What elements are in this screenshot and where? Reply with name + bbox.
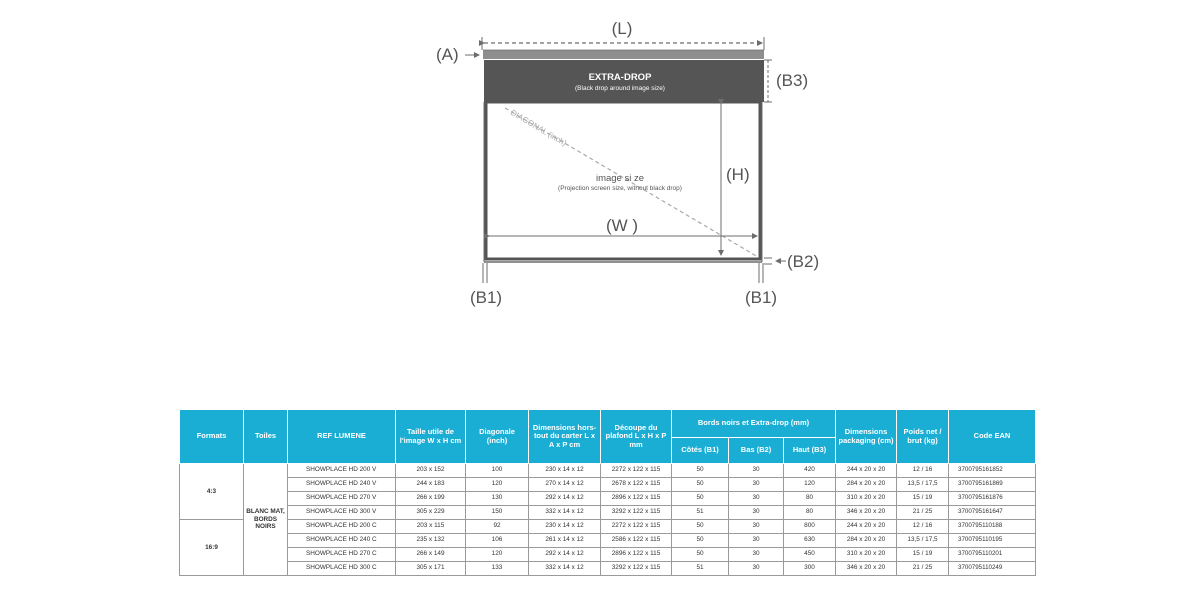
ean-cell: 3700795161876 — [949, 492, 1036, 506]
header-bords-group: Bords noirs et Extra-drop (mm) — [672, 410, 836, 438]
decoupe-cell: 3292 x 122 x 115 — [601, 562, 672, 576]
dimensions-cell: 292 x 14 x 12 — [529, 548, 601, 562]
table-header-row — [180, 410, 1036, 438]
b2-cell: 30 — [729, 478, 784, 492]
table-row — [180, 506, 1036, 520]
table-row — [180, 548, 1036, 562]
decoupe-cell: 2586 x 122 x 115 — [601, 534, 672, 548]
taille-cell: 266 x 199 — [396, 492, 466, 506]
diagonal-cell: 100 — [466, 464, 529, 478]
table-row — [180, 464, 1036, 478]
header-cotes: Côtés (B1) — [672, 438, 729, 464]
diagonal-cell: 106 — [466, 534, 529, 548]
ref-cell: SHOWPLACE HD 240 V — [288, 478, 396, 492]
decoupe-cell: 2272 x 122 x 115 — [601, 464, 672, 478]
extra-drop-title: EXTRA-DROP — [588, 72, 652, 83]
casing — [483, 50, 764, 59]
ean-cell: 3700795110195 — [949, 534, 1036, 548]
packaging-cell: 346 x 20 x 20 — [836, 506, 897, 520]
decoupe-cell: 2272 x 122 x 115 — [601, 520, 672, 534]
header-bas: Bas (B2) — [729, 438, 784, 464]
poids-cell: 15 / 19 — [897, 548, 949, 562]
table-row — [180, 534, 1036, 548]
poids-cell: 13,5 / 17,5 — [897, 534, 949, 548]
b2-cell: 30 — [729, 534, 784, 548]
b2-cell: 30 — [729, 548, 784, 562]
ean-cell: 3700795161647 — [949, 506, 1036, 520]
poids-cell: 13,5 / 17,5 — [897, 478, 949, 492]
b2-cell: 30 — [729, 492, 784, 506]
diagonal-cell: 120 — [466, 548, 529, 562]
table-row — [180, 562, 1036, 576]
dimensions-cell: 332 x 14 x 12 — [529, 506, 601, 520]
ean-cell: 3700795161852 — [949, 464, 1036, 478]
b3-cell: 800 — [784, 520, 836, 534]
format-16-9-cell: 16:9 — [180, 520, 244, 576]
label-B2: (B2) — [787, 252, 820, 271]
diagonal-cell: 133 — [466, 562, 529, 576]
b3-cell: 630 — [784, 534, 836, 548]
b1-cell: 51 — [672, 506, 729, 520]
header-poids: Poids net / brut (kg) — [897, 410, 949, 464]
decoupe-cell: 2896 x 122 x 115 — [601, 492, 672, 506]
dimensions-cell: 332 x 14 x 12 — [529, 562, 601, 576]
b3-cell: 450 — [784, 548, 836, 562]
b3-cell: 80 — [784, 492, 836, 506]
label-B3: (B3) — [776, 71, 809, 90]
packaging-cell: 346 x 20 x 20 — [836, 562, 897, 576]
header-formats: Formats — [180, 410, 244, 464]
packaging-cell: 310 x 20 x 20 — [836, 548, 897, 562]
decoupe-cell: 2678 x 122 x 115 — [601, 478, 672, 492]
packaging-cell: 244 x 20 x 20 — [836, 520, 897, 534]
ref-cell: SHOWPLACE HD 300 V — [288, 506, 396, 520]
table-row — [180, 520, 1036, 534]
taille-cell: 244 x 183 — [396, 478, 466, 492]
taille-cell: 305 x 229 — [396, 506, 466, 520]
ean-cell: 3700795110188 — [949, 520, 1036, 534]
label-W: (W ) — [605, 216, 639, 235]
header-decoupe: Découpe du plafond L x H x P mm — [601, 410, 672, 464]
header-dimensions: Dimensions hors-tout du carter L x A x P cm — [529, 410, 601, 464]
b1-cell: 50 — [672, 478, 729, 492]
ean-cell: 3700795161869 — [949, 478, 1036, 492]
b1-cell: 50 — [672, 548, 729, 562]
header-packaging: Dimensions packaging (cm) — [836, 410, 897, 464]
table-row — [180, 478, 1036, 492]
b3-cell: 420 — [784, 464, 836, 478]
dimensions-cell: 261 x 14 x 12 — [529, 534, 601, 548]
poids-cell: 12 / 16 — [897, 464, 949, 478]
b1-cell: 51 — [672, 562, 729, 576]
packaging-cell: 284 x 20 x 20 — [836, 478, 897, 492]
diagonal-cell: 92 — [466, 520, 529, 534]
toile-cell: BLANC MAT, BORDS NOIRS — [244, 464, 288, 576]
diagonal-cell: 120 — [466, 478, 529, 492]
taille-cell: 266 x 149 — [396, 548, 466, 562]
label-diagonal: DIAGONAL (inch) — [508, 107, 569, 148]
packaging-cell: 244 x 20 x 20 — [836, 464, 897, 478]
b2-cell: 30 — [729, 464, 784, 478]
label-B1-left: (B1) — [469, 288, 503, 307]
label-H: (H) — [726, 165, 750, 184]
ean-cell: 3700795110201 — [949, 548, 1036, 562]
specifications-table — [179, 409, 1036, 576]
extra-drop-subtitle: (Black drop around image size) — [575, 85, 665, 92]
taille-cell: 305 x 171 — [396, 562, 466, 576]
dimensions-cell: 230 x 14 x 12 — [529, 464, 601, 478]
ref-cell: SHOWPLACE HD 300 C — [288, 562, 396, 576]
taille-cell: 203 x 152 — [396, 464, 466, 478]
image-size-title: image si ze — [595, 173, 645, 184]
b2-cell: 30 — [729, 520, 784, 534]
header-taille: Taille utile de l'image W x H cm — [396, 410, 466, 464]
dimensions-cell: 292 x 14 x 12 — [529, 492, 601, 506]
b3-cell: 300 — [784, 562, 836, 576]
header-diagonale: Diagonale (inch) — [466, 410, 529, 464]
header-haut: Haut (B3) — [784, 438, 836, 464]
ref-cell: SHOWPLACE HD 200 V — [288, 464, 396, 478]
decoupe-cell: 3292 x 122 x 115 — [601, 506, 672, 520]
packaging-cell: 310 x 20 x 20 — [836, 492, 897, 506]
header-toiles: Toiles — [244, 410, 288, 464]
dimensions-cell: 230 x 14 x 12 — [529, 520, 601, 534]
ref-cell: SHOWPLACE HD 270 V — [288, 492, 396, 506]
diagonal-cell: 150 — [466, 506, 529, 520]
format-4-3-cell: 4:3 — [180, 464, 244, 520]
b3-cell: 80 — [784, 506, 836, 520]
table-row — [180, 492, 1036, 506]
poids-cell: 12 / 16 — [897, 520, 949, 534]
b1-cell: 50 — [672, 492, 729, 506]
b2-cell: 30 — [729, 506, 784, 520]
diagonal-cell: 130 — [466, 492, 529, 506]
b1-cell: 50 — [672, 534, 729, 548]
poids-cell: 21 / 25 — [897, 562, 949, 576]
image-size-subtitle: (Projection screen size, without black drop) — [558, 185, 682, 192]
label-A: (A) — [436, 45, 459, 64]
b1-cell: 50 — [672, 464, 729, 478]
b3-cell: 120 — [784, 478, 836, 492]
taille-cell: 235 x 132 — [396, 534, 466, 548]
taille-cell: 203 x 115 — [396, 520, 466, 534]
b2-cell: 30 — [729, 562, 784, 576]
ref-cell: SHOWPLACE HD 270 C — [288, 548, 396, 562]
poids-cell: 21 / 25 — [897, 506, 949, 520]
label-B1-right: (B1) — [744, 288, 778, 307]
ref-cell: SHOWPLACE HD 240 C — [288, 534, 396, 548]
b1-cell: 50 — [672, 520, 729, 534]
header-ean: Code EAN — [949, 410, 1036, 464]
poids-cell: 15 / 19 — [897, 492, 949, 506]
decoupe-cell: 2896 x 122 x 115 — [601, 548, 672, 562]
table-body — [180, 464, 1036, 576]
header-ref: REF LUMENE — [288, 410, 396, 464]
packaging-cell: 284 x 20 x 20 — [836, 534, 897, 548]
ref-cell: SHOWPLACE HD 200 C — [288, 520, 396, 534]
label-L: (L) — [611, 19, 633, 38]
ean-cell: 3700795110249 — [949, 562, 1036, 576]
dimensions-cell: 270 x 14 x 12 — [529, 478, 601, 492]
